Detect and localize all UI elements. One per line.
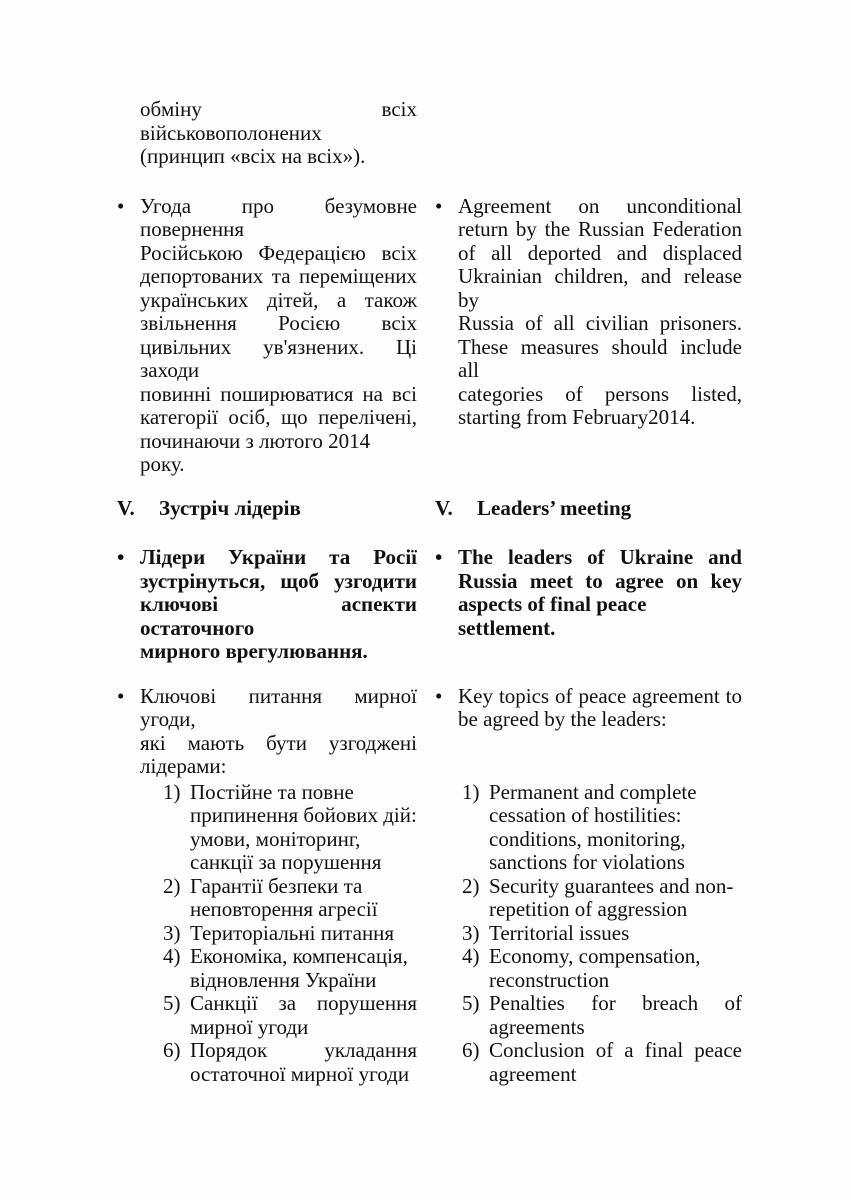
text-line: Key topics of peace agreement to — [458, 683, 742, 708]
column-english — [435, 546, 742, 664]
bold-bullet-en-leaders — [435, 546, 742, 640]
text-line: ключові аспекти остаточного — [140, 592, 417, 640]
bullet-paragraph-uk-key-topics — [117, 685, 417, 779]
numbered-item — [163, 875, 417, 922]
text-line: Conclusion of a final peace — [489, 1038, 742, 1062]
item-lines — [190, 875, 417, 922]
text-line: Security guarantees and non- — [489, 873, 734, 898]
text-line: санкції за порушення — [190, 850, 382, 874]
text-line: починаючи з лютого 2014 року. — [140, 428, 371, 476]
item-lines — [190, 992, 417, 1039]
item-number: 3) — [163, 920, 181, 945]
text-line: The leaders of Ukraine and — [458, 545, 742, 569]
item-number: 2) — [163, 873, 181, 898]
text-line: conditions, monitoring, — [489, 826, 686, 851]
row-bullet-key-topics — [117, 685, 851, 779]
text-line: Economy, compensation, — [489, 944, 701, 968]
column-ukrainian — [117, 497, 417, 521]
numbered-item — [163, 1039, 417, 1086]
item-lines — [190, 922, 417, 946]
text-line: sanctions for violations — [489, 850, 685, 874]
item-lines — [489, 1039, 742, 1086]
bullet-paragraph-en-key-topics — [435, 685, 742, 732]
text-line: Угода про безумовне повернення — [140, 193, 417, 241]
row-bold-bullet-leaders — [117, 546, 851, 664]
section-header-en — [435, 497, 742, 521]
section-title: Leaders’ meeting — [477, 495, 632, 520]
text-line: Постійне та повне — [190, 779, 354, 804]
section-title: Зустріч лідерів — [159, 495, 301, 520]
column-english — [435, 497, 742, 521]
item-number: 2) — [462, 873, 480, 898]
item-number: 6) — [462, 1038, 480, 1062]
item-number: 5) — [163, 991, 181, 1015]
item-lines — [489, 945, 742, 992]
item-lines — [489, 992, 742, 1039]
text-line: repetition of aggression — [489, 897, 688, 921]
item-lines — [190, 1039, 417, 1086]
section-number: V. — [435, 495, 453, 520]
item-lines — [190, 945, 417, 992]
text-line: припинення бойових дій: — [190, 803, 417, 827]
text-line: звільнення Росією всіх — [140, 311, 417, 335]
text-line: умови, моніторинг, — [190, 826, 361, 851]
text-line: Permanent and complete — [489, 779, 697, 804]
item-number: 4) — [163, 944, 181, 968]
text-line: Територіальні питання — [190, 920, 395, 945]
text-line: return by the Russian Federation — [458, 217, 742, 241]
bullet-paragraph-uk-children — [117, 195, 417, 477]
text-line: starting from February2014. — [458, 405, 696, 429]
section-header-uk — [117, 497, 417, 521]
text-line: Лідери України та Росії — [140, 545, 417, 569]
column-english — [435, 195, 742, 477]
bullet-marker: • — [117, 545, 125, 569]
numbered-item — [163, 945, 417, 992]
text-line: відновлення України — [190, 967, 377, 992]
paragraph-lines — [140, 546, 417, 664]
text-line: Territorial issues — [489, 920, 630, 945]
text-line: categories of persons listed, — [458, 381, 742, 406]
row-numbered-lists — [117, 781, 851, 1087]
column-ukrainian — [117, 546, 417, 664]
column-ukrainian — [117, 98, 417, 169]
item-lines — [489, 781, 742, 875]
paragraph-lines — [458, 546, 742, 640]
row-continuation — [117, 98, 851, 169]
column-ukrainian — [117, 195, 417, 477]
text-line: депортованих та переміщених — [140, 264, 417, 288]
numbered-item — [163, 992, 417, 1039]
item-number: 6) — [163, 1038, 181, 1062]
column-english — [435, 98, 742, 169]
paragraph-lines — [140, 685, 417, 779]
item-number: 3) — [462, 920, 480, 945]
column-english — [435, 781, 742, 1087]
text-line: Russia of all civilian prisoners. — [458, 311, 742, 335]
text-line: of all deported and displaced — [458, 240, 742, 265]
text-line: цивільних ув'язнених. Ці заходи — [140, 334, 417, 382]
text-line: Гарантії безпеки та — [190, 873, 363, 898]
bullet-marker: • — [117, 683, 125, 708]
text-line: Ukrainian children, and release by — [458, 264, 742, 312]
text-line: be agreed by the leaders: — [458, 707, 667, 731]
text-line: reconstruction — [489, 967, 610, 992]
paragraph-lines — [458, 685, 742, 732]
row-section-header — [117, 497, 851, 521]
text-line: cessation of hostilities: — [489, 803, 682, 827]
bullet-marker: • — [117, 193, 125, 218]
numbered-item — [462, 781, 742, 875]
text-line: лідерами: — [140, 754, 227, 778]
item-lines — [190, 781, 417, 875]
paragraph-lines — [140, 195, 417, 477]
bold-bullet-uk-leaders — [117, 546, 417, 664]
section-number: V. — [117, 495, 135, 520]
text-line: неповторення агресії — [190, 897, 378, 921]
bullet-paragraph-en-children — [435, 195, 742, 430]
text-line: Порядок укладання — [190, 1038, 417, 1062]
numbered-item — [462, 875, 742, 922]
item-number: 1) — [163, 779, 181, 804]
bullet-marker: • — [435, 545, 443, 569]
numbered-list-uk — [117, 781, 417, 1087]
numbered-item — [462, 922, 742, 946]
text-line: Agreement on unconditional — [458, 193, 742, 218]
text-line: Санкції за порушення — [190, 991, 417, 1015]
numbered-item — [462, 992, 742, 1039]
text-line: (принцип «всіх на всіх»). — [140, 144, 366, 168]
numbered-item — [462, 1039, 742, 1086]
numbered-item — [462, 945, 742, 992]
text-line: мирного врегулювання. — [140, 639, 368, 663]
column-ukrainian — [117, 685, 417, 779]
numbered-item — [163, 781, 417, 875]
text-line: обміну всіх військовополонених — [140, 97, 417, 145]
text-line: agreement — [489, 1061, 577, 1086]
text-line: категорії осіб, що перелічені, — [140, 405, 417, 429]
text-line: остаточної мирної угоди — [190, 1061, 410, 1086]
item-number: 5) — [462, 991, 480, 1015]
text-line: мирної угоди — [190, 1014, 309, 1039]
text-line: Російською Федерацією всіх — [140, 240, 417, 265]
numbered-list-en — [435, 781, 742, 1087]
text-line: aspects of final peace settlement. — [458, 592, 647, 640]
text-line: які мають бути узгоджені — [140, 730, 417, 755]
text-line: Ключові питання мирної угоди, — [140, 683, 417, 731]
item-number: 1) — [462, 779, 480, 804]
row-bullet-children — [117, 195, 851, 477]
continued-paragraph-uk — [117, 98, 417, 169]
text-line: These measures should include all — [458, 334, 742, 382]
item-lines — [489, 922, 742, 946]
item-lines — [489, 875, 742, 922]
bullet-marker: • — [435, 193, 443, 218]
column-english — [435, 685, 742, 779]
text-line: agreements — [489, 1014, 585, 1039]
paragraph-lines — [458, 195, 742, 430]
column-ukrainian — [117, 781, 417, 1087]
text-line: зустрінуться, щоб узгодити — [140, 568, 417, 593]
item-number: 4) — [462, 944, 480, 968]
bullet-marker: • — [435, 683, 443, 708]
numbered-item — [163, 922, 417, 946]
text-line: українських дітей, а також — [140, 287, 417, 312]
text-line: Russia meet to agree on key — [458, 568, 742, 593]
text-line: Економіка, компенсація, — [190, 944, 408, 968]
text-line: Penalties for breach of — [489, 991, 742, 1015]
text-line: повинні поширюватися на всі — [140, 381, 417, 406]
